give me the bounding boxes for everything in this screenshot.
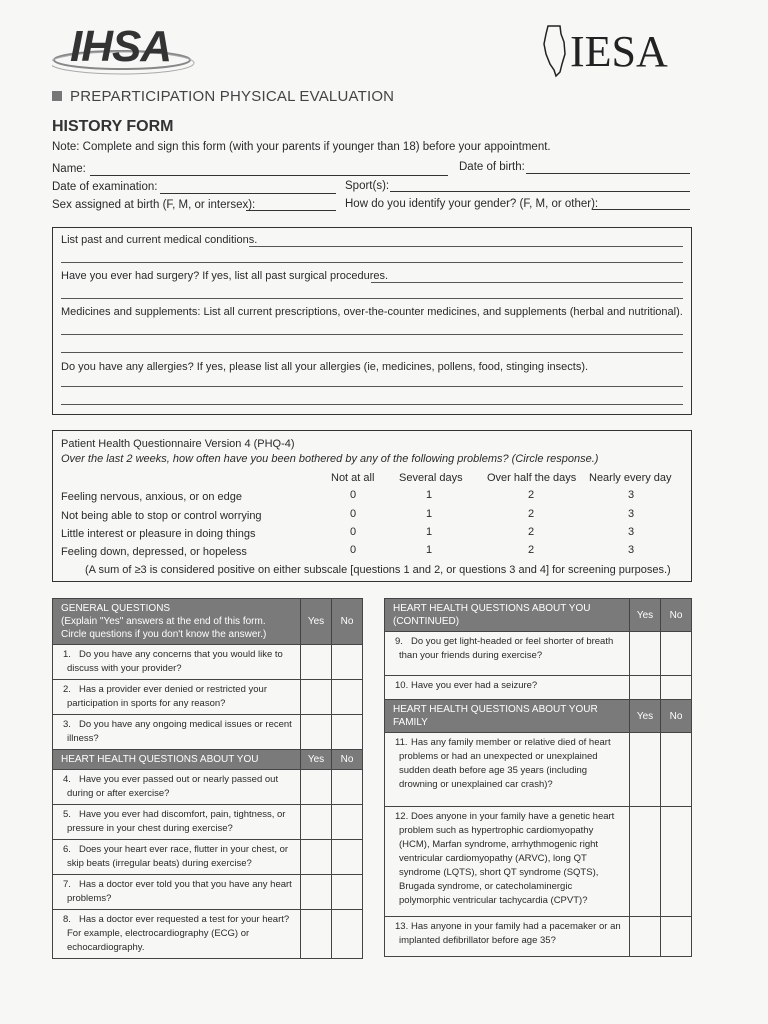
- phq-response[interactable]: 1: [425, 544, 433, 556]
- medicines-line[interactable]: [61, 352, 683, 353]
- question-text: [385, 733, 630, 807]
- question-text: [385, 807, 630, 917]
- phq-response[interactable]: 1: [425, 489, 433, 501]
- question-text: [53, 875, 301, 910]
- yes-column-header: Yes: [630, 700, 661, 733]
- phq-response[interactable]: 3: [627, 508, 635, 520]
- phq-row-label: Little interest or pleasure in doing things: [61, 528, 256, 540]
- heart-continued-title: HEART HEALTH QUESTIONS ABOUT YOU: [393, 603, 591, 614]
- no-checkbox[interactable]: [332, 645, 363, 680]
- form-title: HISTORY FORM: [52, 118, 174, 135]
- no-checkbox[interactable]: [332, 770, 363, 805]
- table-row: [385, 733, 692, 807]
- question-text: [53, 840, 301, 875]
- phq-response[interactable]: 3: [627, 544, 635, 556]
- question-number: 10.: [395, 680, 409, 691]
- table-row: [53, 805, 363, 840]
- general-questions-header: [53, 599, 301, 645]
- yes-column-header: Yes: [630, 599, 661, 632]
- yes-checkbox[interactable]: [301, 805, 332, 840]
- question-text: [53, 910, 301, 959]
- name-label: Name:: [52, 163, 86, 175]
- question-number: 5.: [63, 809, 71, 820]
- no-checkbox[interactable]: [332, 910, 363, 959]
- phq-row-label: Feeling down, depressed, or hopeless: [61, 546, 247, 558]
- yes-checkbox[interactable]: [301, 715, 332, 750]
- section-title: [52, 88, 394, 105]
- ihsa-logo-text: IHSA: [70, 22, 172, 71]
- no-checkbox[interactable]: [332, 840, 363, 875]
- heart-continued-sub: (CONTINUED): [393, 616, 460, 627]
- phq-response[interactable]: 1: [425, 526, 433, 538]
- phq-response[interactable]: 0: [349, 508, 357, 520]
- no-checkbox[interactable]: [661, 733, 692, 807]
- sex-label: Sex assigned at birth (F, M, or intersex):: [52, 199, 256, 211]
- medical-conditions-line[interactable]: [61, 262, 683, 263]
- question-label: Do you have any ongoing medical issues or recent illness?: [67, 719, 292, 744]
- question-label: Have you ever had discomfort, pain, tightness, or pressure in your chest during exercise?: [67, 809, 286, 834]
- no-column-header: No: [332, 750, 363, 770]
- heart-continued-header: [385, 599, 630, 632]
- phq4-box: [52, 430, 692, 582]
- no-checkbox[interactable]: [661, 807, 692, 917]
- phq-response[interactable]: 2: [527, 489, 535, 501]
- yes-checkbox[interactable]: [630, 632, 661, 676]
- phq-response[interactable]: 1: [425, 508, 433, 520]
- surgery-line[interactable]: [61, 298, 683, 299]
- phq-response[interactable]: 3: [627, 526, 635, 538]
- table-row: [53, 715, 363, 750]
- phq-response[interactable]: 2: [527, 508, 535, 520]
- general-header-sub1: (Explain "Yes" answers at the end of this form.: [61, 616, 266, 627]
- illinois-state-icon: [542, 24, 568, 78]
- medical-history-box: [52, 227, 692, 415]
- phq-col-not-at-all: Not at all: [331, 472, 375, 484]
- medical-conditions-line[interactable]: [249, 246, 683, 247]
- allergies-line[interactable]: [61, 386, 683, 387]
- question-text: [53, 715, 301, 750]
- question-text: [385, 632, 630, 676]
- yes-checkbox[interactable]: [630, 917, 661, 957]
- allergies-line[interactable]: [61, 404, 683, 405]
- no-checkbox[interactable]: [332, 805, 363, 840]
- table-row: [385, 807, 692, 917]
- exam-date-label: Date of examination:: [52, 181, 158, 193]
- surgery-line[interactable]: [371, 282, 683, 283]
- question-label: Does anyone in your family have a genetic heart problem such as hypertrophic cardiomyopathy (HCM), Marfan syndrome, arrhythmogenic right ventricular cardiomyopathy (ARVC), long QT syndrome (LQTS), short QT syndrome (SQTS), Brugada syndrome, or catecholaminergic polymorphic ventricular tachycardia (CPVT)?: [399, 811, 615, 906]
- gender-input[interactable]: [592, 209, 690, 210]
- question-label: Do you get light-headed or feel shorter of breath than your friends during exercise?: [399, 636, 614, 661]
- sex-input[interactable]: [246, 210, 336, 211]
- yes-checkbox[interactable]: [301, 770, 332, 805]
- table-row: [53, 770, 363, 805]
- name-input[interactable]: [90, 175, 448, 176]
- table-row: [53, 910, 363, 959]
- table-row: [53, 875, 363, 910]
- question-label: Has a provider ever denied or restricted your participation in sports for any reason?: [67, 684, 267, 709]
- no-checkbox[interactable]: [661, 917, 692, 957]
- yes-column-header: Yes: [301, 750, 332, 770]
- heart-health-header: HEART HEALTH QUESTIONS ABOUT YOU: [53, 750, 301, 770]
- question-number: 8.: [63, 914, 71, 925]
- yes-checkbox[interactable]: [301, 910, 332, 959]
- yes-column-header: Yes: [301, 599, 332, 645]
- phq-response[interactable]: 3: [627, 489, 635, 501]
- phq-response[interactable]: 0: [349, 489, 357, 501]
- medical-conditions-question: List past and current medical conditions.: [61, 234, 258, 246]
- question-text: [53, 770, 301, 805]
- allergies-question: Do you have any allergies? If yes, please list all your allergies (ie, medicines, pollens, food, stinging insects).: [61, 361, 589, 373]
- phq-instruction: Over the last 2 weeks, how often have you been bothered by any of the following problems? (Circle response.): [61, 453, 599, 465]
- phq-response[interactable]: 0: [349, 544, 357, 556]
- question-number: 4.: [63, 774, 71, 785]
- yes-checkbox[interactable]: [301, 875, 332, 910]
- question-label: Have you ever had a seizure?: [411, 680, 538, 691]
- phq-row-label: Not being able to stop or control worrying: [61, 510, 262, 522]
- no-checkbox[interactable]: [332, 680, 363, 715]
- question-label: Has any family member or relative died of heart problems or had an unexpected or unexplained sudden death before age 35 years (including drowning or unexplained car crash)?: [399, 737, 611, 790]
- form-note: Note: Complete and sign this form (with your parents if younger than 18) before your appointment.: [52, 141, 551, 153]
- yes-checkbox[interactable]: [630, 807, 661, 917]
- ihsa-logo: [52, 20, 202, 80]
- table-row: [385, 676, 692, 700]
- question-text: [53, 645, 301, 680]
- sports-label: Sport(s):: [345, 180, 390, 192]
- question-label: Has a doctor ever told you that you have any heart problems?: [67, 879, 292, 904]
- table-row: [385, 917, 692, 957]
- question-label: Does your heart ever race, flutter in your chest, or skip beats (irregular beats) during exercise?: [67, 844, 289, 869]
- yes-checkbox[interactable]: [301, 645, 332, 680]
- question-text: [385, 917, 630, 957]
- iesa-logo-text: IESA: [570, 27, 668, 76]
- yes-checkbox[interactable]: [630, 733, 661, 807]
- question-number: 11.: [395, 737, 408, 748]
- question-label: Do you have any concerns that you would like to discuss with your provider?: [67, 649, 283, 674]
- family-header: HEART HEALTH QUESTIONS ABOUT YOUR FAMILY: [385, 700, 630, 733]
- question-label: Have you ever passed out or nearly passed out during or after exercise?: [67, 774, 279, 799]
- general-questions-table: [52, 598, 363, 959]
- question-label: Has a doctor ever requested a test for your heart? For example, electrocardiography (ECG) or echocardiography.: [67, 914, 290, 953]
- sports-input[interactable]: [390, 191, 690, 192]
- medicines-question: Medicines and supplements: List all current prescriptions, over-the-counter medicines, and supplements (herbal and nutritional).: [61, 306, 683, 318]
- iesa-logo: [542, 24, 692, 80]
- surgery-question: Have you ever had surgery? If yes, list all past surgical procedures.: [61, 270, 389, 282]
- question-number: 13.: [395, 921, 409, 932]
- phq-col-several-days: Several days: [399, 472, 463, 484]
- question-text: [53, 680, 301, 715]
- yes-checkbox[interactable]: [630, 676, 661, 700]
- general-header-sub2: Circle questions if you don't know the answer.): [61, 629, 267, 640]
- no-checkbox[interactable]: [332, 875, 363, 910]
- question-number: 6.: [63, 844, 71, 855]
- dob-label: Date of birth:: [459, 161, 525, 173]
- no-column-header: No: [661, 700, 692, 733]
- no-checkbox[interactable]: [661, 632, 692, 676]
- exam-date-input[interactable]: [160, 193, 336, 194]
- phq-row-label: Feeling nervous, anxious, or on edge: [61, 491, 243, 503]
- question-number: 3.: [63, 719, 71, 730]
- no-column-header: No: [332, 599, 363, 645]
- question-number: 1.: [63, 649, 71, 660]
- yes-checkbox[interactable]: [301, 680, 332, 715]
- medicines-line[interactable]: [61, 334, 683, 335]
- phq-col-over-half: Over half the days: [487, 472, 577, 484]
- question-number: 12.: [395, 811, 409, 822]
- table-row: [53, 680, 363, 715]
- phq-col-nearly-every-day: Nearly every day: [589, 472, 672, 484]
- table-row: [53, 840, 363, 875]
- square-bullet-icon: [52, 91, 62, 101]
- table-row: [385, 632, 692, 676]
- no-checkbox[interactable]: [661, 676, 692, 700]
- general-header-title: GENERAL QUESTIONS: [61, 603, 171, 614]
- yes-checkbox[interactable]: [301, 840, 332, 875]
- dob-input[interactable]: [526, 173, 690, 174]
- phq-footnote: (A sum of ≥3 is considered positive on either subscale [questions 1 and 2, or questions 3 and 4] for screening purposes.): [85, 564, 671, 576]
- no-checkbox[interactable]: [332, 715, 363, 750]
- table-row: [53, 645, 363, 680]
- phq-response[interactable]: 2: [527, 526, 535, 538]
- heart-family-table: [384, 598, 692, 957]
- question-number: 7.: [63, 879, 71, 890]
- phq-response[interactable]: 0: [349, 526, 357, 538]
- question-number: 9.: [395, 636, 403, 647]
- phq-title: Patient Health Questionnaire Version 4 (PHQ-4): [61, 438, 295, 450]
- phq-response[interactable]: 2: [527, 544, 535, 556]
- question-number: 2.: [63, 684, 71, 695]
- section-title-text: PREPARTICIPATION PHYSICAL EVALUATION: [70, 88, 395, 105]
- no-column-header: No: [661, 599, 692, 632]
- question-label: Has anyone in your family had a pacemaker or an implanted defibrillator before age 35?: [399, 921, 621, 946]
- question-text: [385, 676, 630, 700]
- gender-label: How do you identify your gender? (F, M, or other):: [345, 198, 599, 210]
- question-text: [53, 805, 301, 840]
